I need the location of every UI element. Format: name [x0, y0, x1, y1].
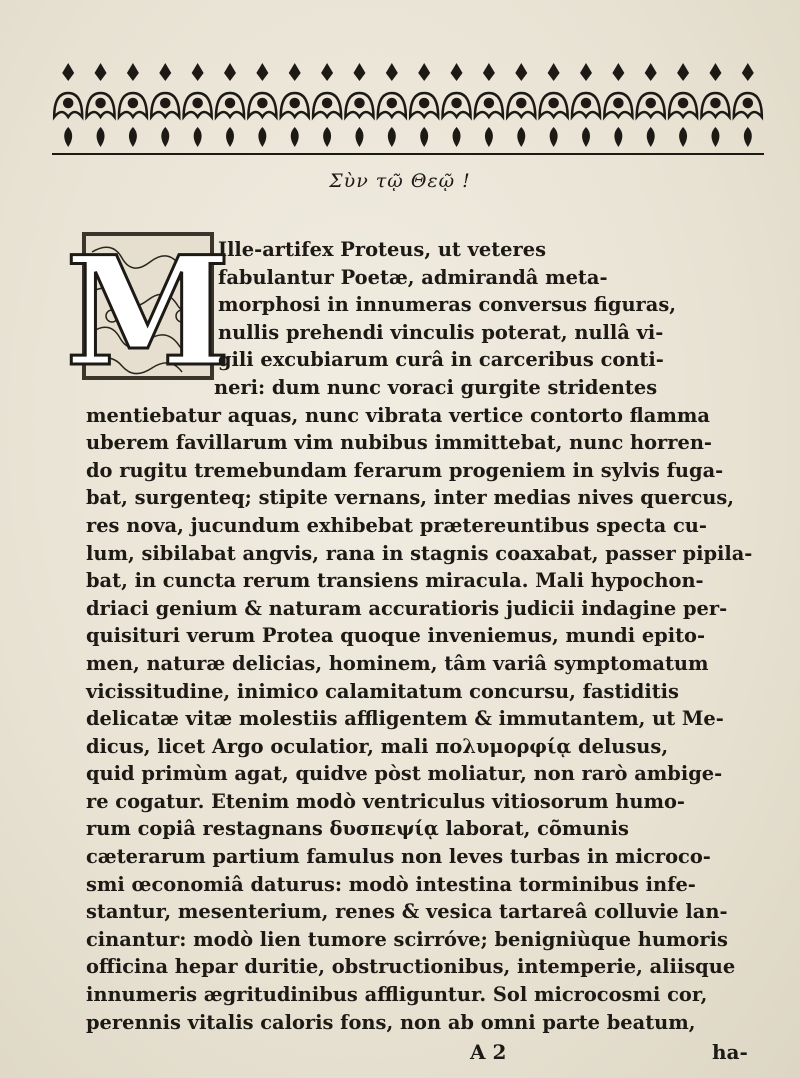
text-line: Ille-artifex Proteus, ut veteres	[218, 238, 546, 261]
fleuron-drop	[226, 127, 234, 147]
fleuron-drop	[420, 127, 428, 147]
fleuron-drop	[323, 127, 331, 147]
fleuron-drop	[744, 127, 752, 147]
ornament-header	[52, 55, 764, 165]
body-text	[86, 236, 762, 1036]
fleuron-row-top	[52, 63, 764, 66]
text-line: innumeris ægritudinibus affliguntur. Sol microcosmi cor,	[86, 983, 708, 1007]
fleuron-large	[637, 93, 665, 117]
fleuron-drop	[517, 127, 525, 147]
fleuron-large	[216, 93, 244, 117]
rule-line	[52, 153, 764, 155]
catchword: ha-	[712, 1040, 748, 1064]
text-line: quisituri verum Protea quoque inveniemus, mundi epito-	[86, 624, 706, 648]
fleuron-large	[669, 93, 697, 117]
fleuron-large	[119, 93, 147, 117]
fleuron-drop	[485, 127, 493, 147]
invocation: Σὺν τῷ Θεῷ !	[329, 170, 471, 192]
text-line: smi œconomiâ daturus: modò intestina torminibus infe-	[86, 872, 696, 896]
text-line: driaci genium & naturam accuratioris judicii indagine per-	[86, 596, 728, 620]
fleuron-large	[151, 93, 179, 117]
fleuron-large	[475, 93, 503, 117]
fleuron-large	[281, 93, 309, 117]
page-footer	[0, 1040, 800, 1068]
text-line: rum copiâ restagnans δυσπεψίᾳ laborat, cõmunis	[86, 817, 629, 841]
fleuron-large	[410, 93, 438, 117]
fleuron-drop	[355, 127, 363, 147]
initial-letter: M	[64, 224, 232, 400]
fleuron-drop	[679, 127, 687, 147]
text-line: cæterarum partium famulus non leves turbas in microco-	[86, 845, 711, 869]
fleuron-drop	[161, 127, 169, 147]
text-line: perennis vitalis caloris fons, non ab omni parte beatum,	[86, 1010, 696, 1034]
fleuron-drop	[647, 127, 655, 147]
text-line: re cogatur. Etenim modò ventriculus vitiosorum humo-	[86, 789, 685, 813]
text-line: quid primùm agat, quidve pòst moliatur, non rarò ambige-	[86, 762, 723, 786]
text-line: mentiebatur aquas, nunc vibrata vertice contorto flamma	[86, 403, 710, 427]
fleuron-large	[701, 93, 729, 117]
fleuron-drop	[614, 127, 622, 147]
fleuron-drop	[711, 127, 719, 147]
fleuron-drop	[388, 127, 396, 147]
fleuron-large	[507, 93, 535, 117]
text-line: delicatæ vitæ molestiis affligentem & immutantem, ut Me-	[86, 707, 724, 731]
fleuron-drop	[129, 127, 137, 147]
fleuron-drop	[550, 127, 558, 147]
fleuron-drop	[582, 127, 590, 147]
fleuron-drop	[258, 127, 266, 147]
fleuron-drop	[453, 127, 461, 147]
text-line: cinantur: modò lien tumore scirróve; benigniùque humoris	[86, 927, 728, 951]
fleuron-large	[572, 93, 600, 117]
text-line: vicissitudine, inimico calamitatum concursu, fastiditis	[86, 679, 679, 703]
text-line: stantur, mesenterium, renes & vesica tartareâ colluvie lan-	[86, 900, 728, 924]
fleuron-drop	[64, 127, 72, 147]
fleuron-large	[54, 93, 82, 117]
fleuron-drop	[291, 127, 299, 147]
text-line: morphosi in innumeras conversus figuras,	[218, 293, 677, 317]
text-line: uberem favillarum vim nubibus immittebat, nunc horren-	[86, 431, 712, 455]
text-line: lum, sibilabat angvis, rana in stagnis coaxabat, passer pipila-	[86, 541, 753, 565]
signature-mark: A 2	[470, 1040, 507, 1064]
fleuron-large	[248, 93, 276, 117]
text-line: officina hepar duritie, obstructionibus, intemperie, aliisque	[86, 955, 736, 979]
fleuron-large	[443, 93, 471, 117]
text-line: gili excubiarum curâ in carceribus conti-	[218, 348, 664, 372]
fleuron-large	[734, 93, 762, 117]
text-line: dicus, licet Argo oculatior, mali πολυμορφίᾳ delusus,	[86, 734, 669, 758]
fleuron-large	[184, 93, 212, 117]
fleuron-drop	[97, 127, 105, 147]
fleuron-large	[604, 93, 632, 117]
text-line: bat, in cuncta rerum transiens miracula. Mali hypochon-	[86, 569, 704, 593]
text-line: neri: dum nunc voraci gurgite stridentes	[214, 375, 658, 399]
fleuron-large	[345, 93, 373, 117]
fleuron-large	[87, 93, 115, 117]
text-line: bat, surgenteq; stipite vernans, inter medias nives quercus,	[86, 486, 735, 510]
text-line: fabulantur Poetæ, admirandâ meta-	[218, 265, 608, 289]
text-line: res nova, jucundum exhibebat prætereuntibus specta cu-	[86, 513, 707, 537]
fleuron-large	[540, 93, 568, 117]
fleuron-drop	[194, 127, 202, 147]
text-line: men, naturæ delicias, hominem, tâm variâ symptomatum	[86, 651, 709, 675]
text-line: nullis prehendi vinculis poterat, nullâ vi-	[218, 320, 664, 344]
fleuron-large	[313, 93, 341, 117]
text-line: do rugitu tremebundam ferarum progeniem in sylvis fuga-	[86, 458, 724, 482]
fleuron-large	[378, 93, 406, 117]
